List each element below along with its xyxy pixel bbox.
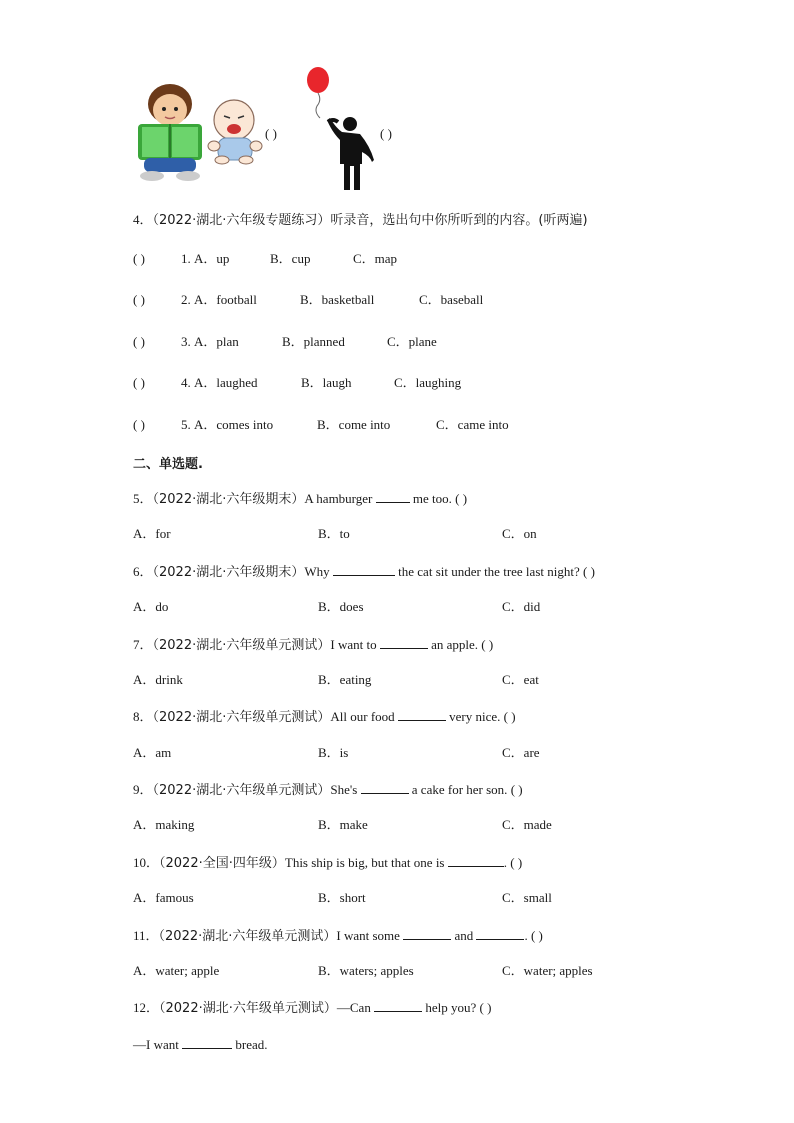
question-6-blank: [333, 563, 395, 576]
question-9-blank: [361, 781, 409, 794]
question-5-blank: [376, 490, 410, 503]
question-11-option-c[interactable]: C．water; apples: [502, 963, 593, 978]
boy-reading-picture: [134, 82, 206, 184]
listening-item-5-option-c[interactable]: C．came into: [436, 417, 509, 432]
listening-item-4-option-b[interactable]: B．laugh: [301, 375, 352, 390]
listening-item-5-option-b[interactable]: B．come into: [317, 417, 391, 432]
question-5-option-b[interactable]: B．to: [318, 526, 350, 541]
listening-item-2-option-b[interactable]: B．basketball: [300, 292, 375, 307]
listening-item-2-answer-bracket[interactable]: ( ): [133, 292, 145, 307]
question-7-blank: [380, 636, 428, 649]
question-12-reply: —I want bread.: [133, 1037, 268, 1052]
question-5-option-c[interactable]: C．on: [502, 526, 537, 541]
question-8-option-b[interactable]: B．is: [318, 745, 349, 760]
listening-item-4-option-c[interactable]: C．laughing: [394, 375, 462, 390]
listening-item-4-answer-bracket[interactable]: ( ): [133, 375, 145, 390]
listening-item-2-option-c[interactable]: C．baseball: [419, 292, 484, 307]
question-11-blank-1: [403, 927, 451, 940]
question-7-answer-bracket[interactable]: ( ): [481, 637, 494, 652]
question-7-option-b[interactable]: B．eating: [318, 672, 372, 687]
question-11-option-a[interactable]: A．water; apple: [133, 963, 220, 978]
question-8-blank: [398, 708, 446, 721]
question-6-option-a[interactable]: A．do: [133, 599, 169, 614]
question-6-option-c[interactable]: C．did: [502, 599, 541, 614]
question-number: 4．: [133, 212, 153, 227]
question-7-option-c[interactable]: C．eat: [502, 672, 539, 687]
question-8-option-a[interactable]: A．am: [133, 745, 172, 760]
listening-item-5-answer-bracket[interactable]: ( ): [133, 417, 145, 432]
picture-answer-bracket-2[interactable]: ( ): [380, 126, 392, 141]
listening-item-3-option-c[interactable]: C．plane: [387, 334, 437, 349]
question-5-stem: 5．（2022·湖北·六年级期末）A hamburger me too. ( ): [133, 491, 468, 507]
listening-item-5-option-a[interactable]: A．comes into: [194, 417, 274, 432]
question-10-stem: 10．（2022·全国·四年级）This ship is big, but that one is . ( ): [133, 855, 523, 871]
question-8-answer-bracket[interactable]: ( ): [503, 709, 516, 724]
question-10-option-b[interactable]: B．short: [318, 890, 366, 905]
question-9-stem: 9．（2022·湖北·六年级单元测试）She's a cake for her son. ( ): [133, 782, 523, 798]
question-10-blank: [448, 854, 504, 867]
question-4-heading: [133, 212, 588, 229]
question-11-option-b[interactable]: B．waters; apples: [318, 963, 414, 978]
question-9-option-a[interactable]: A．making: [133, 817, 195, 832]
question-8-option-c[interactable]: C．are: [502, 745, 540, 760]
listening-item-1-option-b[interactable]: B．cup: [270, 251, 311, 266]
question-11-answer-bracket[interactable]: ( ): [530, 928, 543, 943]
question-12-blank: [374, 999, 422, 1012]
question-6-stem: 6．（2022·湖北·六年级期末）Why the cat sit under the tree last night? ( ): [133, 564, 595, 580]
listening-item-3-answer-bracket[interactable]: ( ): [133, 334, 145, 349]
listening-item-3-option-b[interactable]: B．planned: [282, 334, 345, 349]
listening-item-3-option-a[interactable]: A．plan: [194, 334, 239, 349]
question-9-answer-bracket[interactable]: ( ): [510, 782, 523, 797]
question-12-answer-bracket[interactable]: ( ): [479, 1000, 492, 1015]
question-5-answer-bracket[interactable]: ( ): [455, 491, 468, 506]
listening-item-2-number: 2.: [181, 292, 191, 307]
listening-item-4-number: 4.: [181, 375, 191, 390]
question-instruction: 听录音，选出句中你所听到的内容。(听两遍): [330, 213, 588, 228]
crying-baby-picture: [204, 96, 266, 166]
listening-item-1-option-a[interactable]: A．up: [194, 251, 230, 266]
listening-item-1-number: 1.: [181, 251, 191, 266]
listening-item-3-number: 3.: [181, 334, 191, 349]
question-7-stem: 7．（2022·湖北·六年级单元测试）I want to an apple. ( ): [133, 637, 494, 653]
picture-answer-bracket-1[interactable]: ( ): [265, 126, 277, 141]
question-9-option-c[interactable]: C．made: [502, 817, 552, 832]
question-11-stem: 11．（2022·湖北·六年级单元测试）I want some and . ( ): [133, 928, 543, 944]
question-6-answer-bracket[interactable]: ( ): [582, 564, 595, 579]
question-9-option-b[interactable]: B．make: [318, 817, 368, 832]
question-12-stem: 12．（2022·湖北·六年级单元测试）—Can help you? ( ): [133, 1000, 492, 1016]
question-10-option-a[interactable]: A．famous: [133, 890, 194, 905]
question-6-option-b[interactable]: B．does: [318, 599, 364, 614]
question-12-reply-blank: [182, 1036, 232, 1049]
listening-item-1-option-c[interactable]: C．map: [353, 251, 398, 266]
section-title-single-choice: 二、单选题.: [133, 457, 203, 472]
question-7-option-a[interactable]: A．drink: [133, 672, 183, 687]
question-source: （2022·湖北·六年级专题练习）: [152, 213, 331, 228]
question-8-stem: 8．（2022·湖北·六年级单元测试）All our food very nice. ( ): [133, 709, 516, 725]
listening-item-1-answer-bracket[interactable]: ( ): [133, 251, 145, 266]
listening-item-2-option-a[interactable]: A．football: [194, 292, 257, 307]
listening-item-5-number: 5.: [181, 417, 191, 432]
child-with-balloon-picture: [300, 66, 376, 198]
question-11-blank-2: [476, 927, 524, 940]
question-5-option-a[interactable]: A．for: [133, 526, 171, 541]
listening-item-4-option-a[interactable]: A．laughed: [194, 375, 258, 390]
question-10-answer-bracket[interactable]: ( ): [510, 855, 523, 870]
question-10-option-c[interactable]: C．small: [502, 890, 552, 905]
